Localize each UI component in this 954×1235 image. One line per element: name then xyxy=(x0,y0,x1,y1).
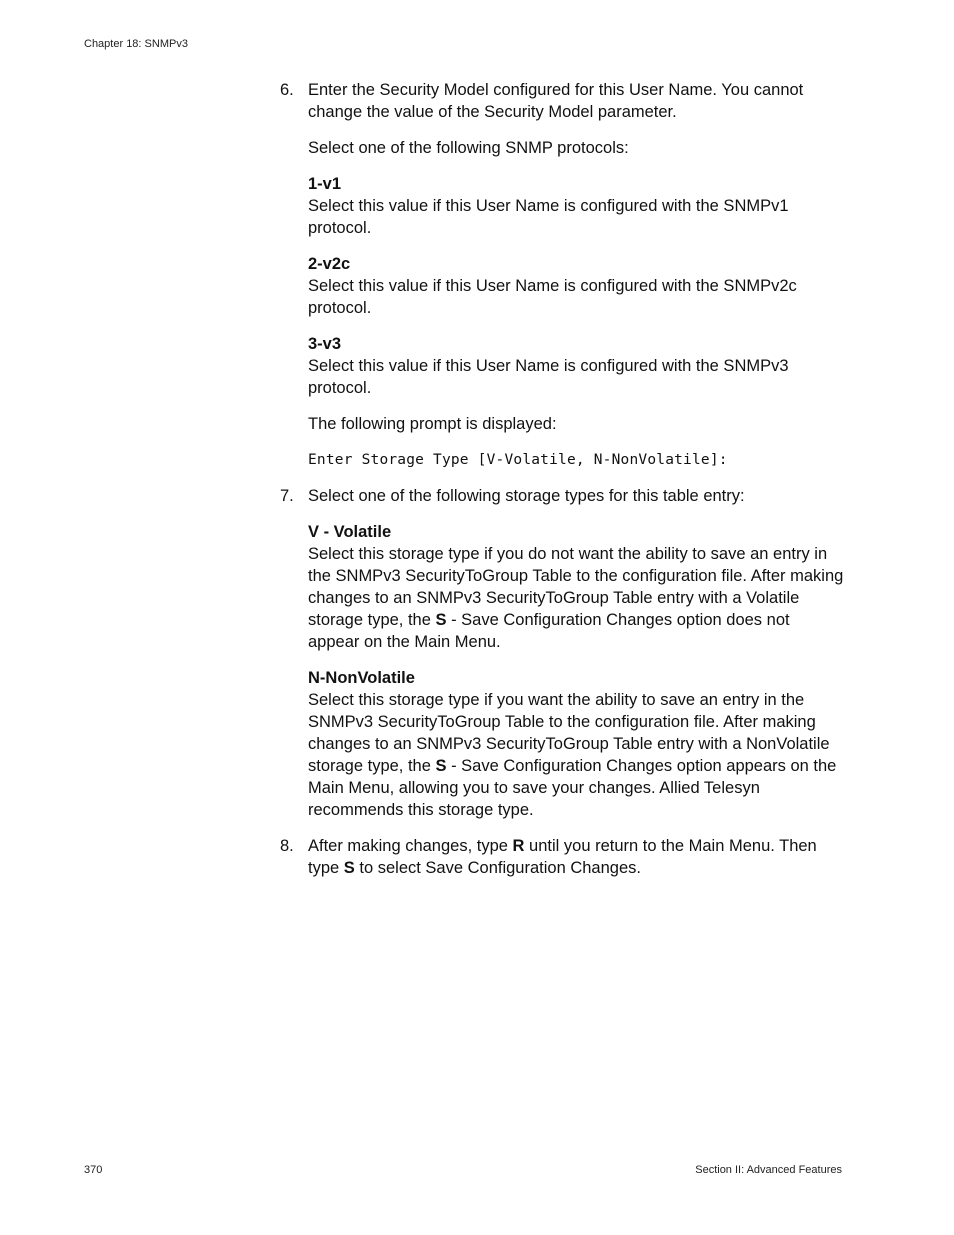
prompt-intro: The following prompt is displayed: xyxy=(308,415,557,433)
running-header: Chapter 18: SNMPv3 xyxy=(84,38,188,50)
key-letter: S xyxy=(435,757,447,775)
option-title: 3-v3 xyxy=(308,335,342,353)
text-run: Select this storage type if you want the ability to save an entry in the SNMPv3 SecurityToGroup Table to the configuration file. After making changes to an SNMPv3 SecurityToGroup Table entry with a NonVolatile storage type, the xyxy=(308,691,830,775)
text-run: Select this storage type if you do not want the ability to save an entry in the SNMPv3 SecurityToGroup Table to the configuration file. After making changes to an SNMPv3 SecurityToGroup Table entry with a Volatile storage type, the xyxy=(308,545,844,629)
step-number: 6. xyxy=(280,81,294,99)
option-1-v1 xyxy=(308,173,845,239)
key-letter: S xyxy=(343,859,355,877)
step-7 xyxy=(280,485,845,821)
page-number: 370 xyxy=(84,1164,103,1176)
option-volatile xyxy=(308,521,845,653)
text-run: - Save Configuration Changes option does not appear on the Main Menu. xyxy=(308,611,790,651)
option-description: Select this value if this User Name is configured with the SNMPv3 protocol. xyxy=(308,357,789,397)
text-run: until you return to the Main Menu. Then type xyxy=(308,837,817,877)
key-letter: S xyxy=(435,611,447,629)
option-title: 1-v1 xyxy=(308,175,342,193)
key-letter: R xyxy=(512,837,525,855)
prompt-code: Enter Storage Type [V-Volatile, N-NonVolatile]: xyxy=(308,452,728,468)
text-run: - Save Configuration Changes option appears on the Main Menu, allowing you to save your changes. Allied Telesyn recommends this storage type. xyxy=(308,757,837,819)
step-text: Enter the Security Model configured for this User Name. You cannot change the value of the Security Model parameter. xyxy=(308,81,804,121)
option-title: N-NonVolatile xyxy=(308,669,415,687)
protocols-intro: Select one of the following SNMP protocols: xyxy=(308,139,629,157)
step-text: Select one of the following storage types for this table entry: xyxy=(308,487,745,505)
page-body xyxy=(280,79,845,879)
option-3-v3 xyxy=(308,333,845,399)
option-description: Select this value if this User Name is configured with the SNMPv1 protocol. xyxy=(308,197,789,237)
step-text xyxy=(308,835,845,879)
text-run: After making changes, type xyxy=(308,837,513,855)
option-description xyxy=(308,543,845,653)
step-number: 7. xyxy=(280,487,294,505)
section-title: Section II: Advanced Features xyxy=(695,1164,842,1176)
option-nonvolatile xyxy=(308,667,845,821)
text-run: to select Save Configuration Changes. xyxy=(354,859,641,877)
option-title: 2-v2c xyxy=(308,255,351,273)
option-title: V - Volatile xyxy=(308,523,392,541)
step-6 xyxy=(280,79,845,471)
option-2-v2c xyxy=(308,253,845,319)
option-description: Select this value if this User Name is configured with the SNMPv2c protocol. xyxy=(308,277,797,317)
step-8 xyxy=(280,835,845,879)
option-description xyxy=(308,689,845,821)
step-number: 8. xyxy=(280,837,294,855)
